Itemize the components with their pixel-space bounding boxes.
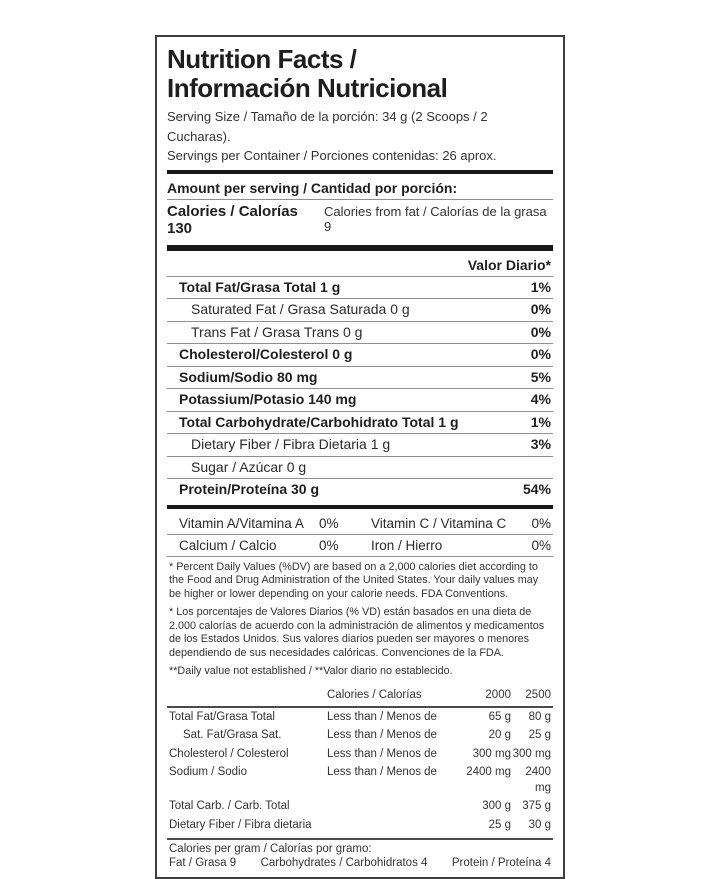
iron-label: Iron / Hierro xyxy=(371,537,443,553)
calories-row xyxy=(167,200,553,241)
nutrient-row-total-fat xyxy=(167,276,553,299)
nutrition-facts-label xyxy=(155,35,565,879)
vitamin-c-label: Vitamin C / Vitamina C xyxy=(371,515,507,531)
calories-from-fat: Calories from fat / Calorías de la grasa 9 xyxy=(324,203,547,234)
nutrient-label: Trans Fat / Grasa Trans 0 g xyxy=(191,323,363,340)
nutrient-label: Total Fat/Grasa Total 1 g xyxy=(179,278,341,295)
dv-table-header-calories: Calories / Calorías xyxy=(327,688,422,701)
dv-table-header xyxy=(167,686,553,708)
footnote-spanish: * Los porcentajes de Valores Diarios (% VD) están basados en una dieta de 2.000 calorías de acuerdo con la administración de alimentos y medicamentos de los Estados Unidos. Sus valores diarios pueden ser mayores o menores dependiendo de sus necesidades calóricas. Convenciones de la FDA. xyxy=(169,605,545,659)
dv-table-row-dietary-fiber: Dietary Fiber / Fibra dietaria 25 g 30 g xyxy=(169,818,551,831)
vitamin-a-value: 0% xyxy=(319,515,339,531)
dv-table-row-total-fat: Total Fat/Grasa Total Less than / Menos de 65 g 80 g xyxy=(169,710,551,723)
amount-per-serving: Amount per serving / Cantidad por porción: xyxy=(167,179,458,196)
nutrient-label: Cholesterol/Colesterol 0 g xyxy=(179,346,353,363)
daily-values-reference-table xyxy=(167,684,553,835)
nutrient-dv: 4% xyxy=(530,391,551,408)
nutrient-row-total-carbohydrate xyxy=(167,411,553,434)
nutrient-row-trans-fat xyxy=(167,321,553,344)
nutrient-rows xyxy=(167,276,553,501)
footnotes xyxy=(167,557,553,685)
serving-size: Serving Size / Tamaño de la porción: 34 g (2 Scoops / 2 Cucharas). xyxy=(167,109,488,144)
nutrient-label: Dietary Fiber / Fibra Dietaria 1 g xyxy=(191,436,391,453)
nutrient-dv: 0% xyxy=(530,323,551,340)
nutrient-row-protein xyxy=(167,478,553,501)
dv-table-row-total-carb: Total Carb. / Carb. Total 300 g 375 g xyxy=(169,800,551,813)
dv-table-row-cholesterol: Cholesterol / Colesterol Less than / Menos de 300 mg 300 mg xyxy=(169,747,551,760)
nutrient-label: Potassium/Potasio 140 mg xyxy=(179,391,357,408)
calcium-value: 0% xyxy=(319,537,339,553)
vitamins-section xyxy=(167,513,553,556)
nutrient-row-sodium xyxy=(167,366,553,389)
dv-table-header-2000: 2000 xyxy=(485,688,511,701)
label-title-line1: Nutrition Facts / xyxy=(167,44,357,74)
nutrient-row-dietary-fiber xyxy=(167,433,553,456)
nutrient-dv: 0% xyxy=(530,301,551,318)
calories-per-gram-values xyxy=(167,855,553,869)
vitamin-row-calcium-iron xyxy=(167,534,553,556)
vitamin-a-label: Vitamin A/Vitamina A xyxy=(179,515,304,531)
nutrient-label: Total Carbohydrate/Carbohidrato Total 1 g xyxy=(179,413,459,430)
footnote-not-established: **Daily value not established / **Valor diario no establecido. xyxy=(169,664,453,677)
nutrient-label: Protein/Proteína 30 g xyxy=(179,481,320,498)
cpg-fat: Fat / Grasa 9 xyxy=(169,856,237,869)
label-title xyxy=(167,45,553,103)
cpg-carbohydrates: Carbohydrates / Carbohidratos 4 xyxy=(260,856,428,869)
dv-table-row-sat-fat: Sat. Fat/Grasa Sat. Less than / Menos de 20 g 25 g xyxy=(183,729,551,742)
nutrient-label: Sugar / Azúcar 0 g xyxy=(191,458,307,475)
divider-bar xyxy=(167,245,553,251)
divider-bar xyxy=(167,170,553,174)
vitamin-c-value: 0% xyxy=(531,515,551,531)
servings-per-container: Servings per Container / Porciones contenidas: 26 aprox. xyxy=(167,148,497,164)
nutrient-dv: 1% xyxy=(530,413,551,430)
vitamin-row-a-c xyxy=(167,513,553,534)
dv-table-header-2500: 2500 xyxy=(525,688,551,701)
nutrient-label: Sodium/Sodio 80 mg xyxy=(179,368,318,385)
nutrient-row-cholesterol xyxy=(167,343,553,366)
calories-per-gram-heading: Calories per gram / Calorías por gramo: xyxy=(167,838,553,855)
cpg-protein: Protein / Proteína 4 xyxy=(451,856,551,869)
nutrient-dv: 3% xyxy=(530,436,551,453)
calcium-label: Calcium / Calcio xyxy=(179,537,277,553)
nutrient-row-potassium xyxy=(167,388,553,411)
iron-value: 0% xyxy=(531,537,551,553)
nutrient-label: Saturated Fat / Grasa Saturada 0 g xyxy=(191,301,410,318)
nutrient-dv: 1% xyxy=(530,278,551,295)
footnote-english: * Percent Daily Values (%DV) are based on a 2,000 calories diet according to the Food and Drug Administration of the United States. Your daily values may be higher or lower depending on your calorie needs. FDA Conventions. xyxy=(169,560,539,601)
dv-table-row-sodium: Sodium / Sodio Less than / Menos de 2400 mg 2400 mg xyxy=(169,766,551,794)
nutrient-row-sugar xyxy=(167,456,553,479)
nutrient-row-saturated-fat xyxy=(167,298,553,321)
label-title-line2: Información Nutricional xyxy=(167,73,448,104)
daily-value-header: Valor Diario* xyxy=(467,256,551,273)
divider-bar xyxy=(167,505,553,509)
nutrient-dv: 54% xyxy=(522,481,551,498)
calories-value: Calories / Calorías 130 xyxy=(167,202,298,237)
nutrient-dv: 5% xyxy=(530,368,551,385)
nutrient-dv: 0% xyxy=(530,346,551,363)
